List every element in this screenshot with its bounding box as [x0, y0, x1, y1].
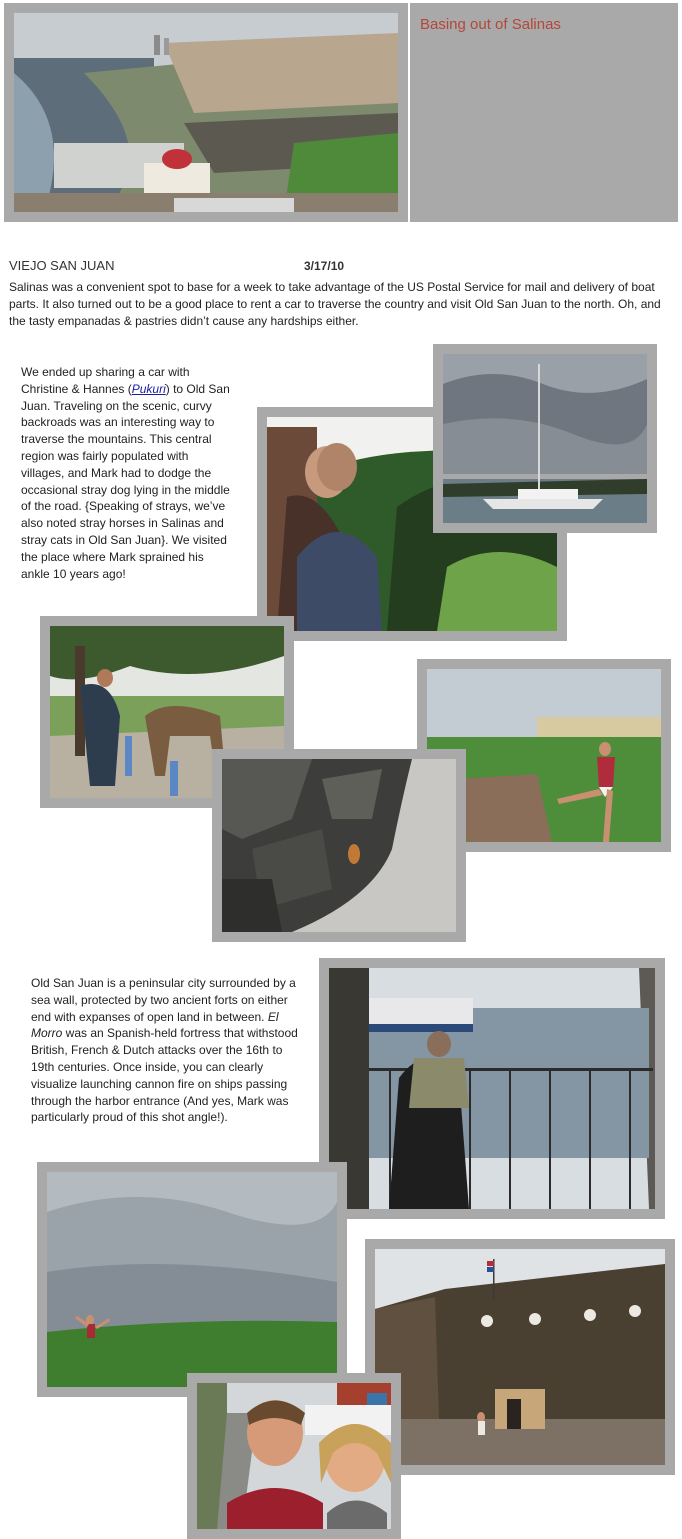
cruise-ship-harbor-photo — [329, 968, 655, 1209]
page-title: Basing out of Salinas — [420, 16, 561, 33]
article-date: 3/17/10 — [304, 259, 345, 273]
catamaran-photo — [443, 354, 647, 523]
pukuri-link[interactable]: Pukuri — [131, 381, 166, 396]
el-morro-wall-photo — [375, 1249, 665, 1465]
forts-paragraph — [31, 975, 307, 1126]
selfie-photo-frame — [187, 1373, 401, 1539]
selfie-photo — [197, 1383, 391, 1529]
header-title-panel — [410, 3, 678, 222]
para2-text-end: was an Spanish-held fortress that withstood British, French & Dutch attacks over the 16th to 19th centuries. Once inside, you can clearly visualize launching cannon fire on ships passing through the harbor entrance (And yes, Mark was particularly proud of this shot angle!). — [31, 1026, 298, 1125]
el-morro-wall-photo-frame — [365, 1239, 675, 1475]
intro-paragraph: Salinas was a convenient spot to base for a week to take advantage of the US Postal Service for mail and delivery of boat parts. It also turned out to be a good place to rent a car to traverse the country and visit Old San Juan to the north. Oh, and the tasty empanadas & pastries didn’t cause any hardships either. — [9, 280, 661, 328]
header-photo-frame — [4, 3, 408, 222]
stray-cat-photo-frame — [212, 749, 466, 942]
el-morro-text: El Morro — [31, 1009, 279, 1041]
car-trip-paragraph — [21, 364, 235, 582]
article-heading: VIEJO SAN JUAN — [9, 258, 115, 273]
catamaran-photo-frame — [433, 344, 657, 533]
fort-lawn-photo-frame — [37, 1162, 347, 1397]
para1-text-start: We ended up sharing a car with Christine & Hannes ( — [21, 365, 190, 396]
fort-lawn-photo — [47, 1172, 337, 1387]
para2-text-start: Old San Juan is a peninsular city surrounded by a sea wall, protected by two ancient forts on either end with expanses of open land in between. — [31, 976, 296, 1024]
stray-cat-rocks-photo — [222, 759, 456, 932]
para1-text-end: ) to Old San Juan. Traveling on the scenic, curvy backroads was an interesting way to traverse the mountains. This central region was fairly populated with villages, and Mark had to dodge the occasional stray dog lying in the middle of the road. {Speaking of strays, we’ve also noted stray horses in Salinas and stray cats in Old San Juan}. We visited the place where Mark sprained his ankle 10 years ago! — [21, 381, 230, 581]
cannon-window-photo-frame — [319, 958, 665, 1219]
old-san-juan-cemetery-photo — [14, 13, 398, 212]
